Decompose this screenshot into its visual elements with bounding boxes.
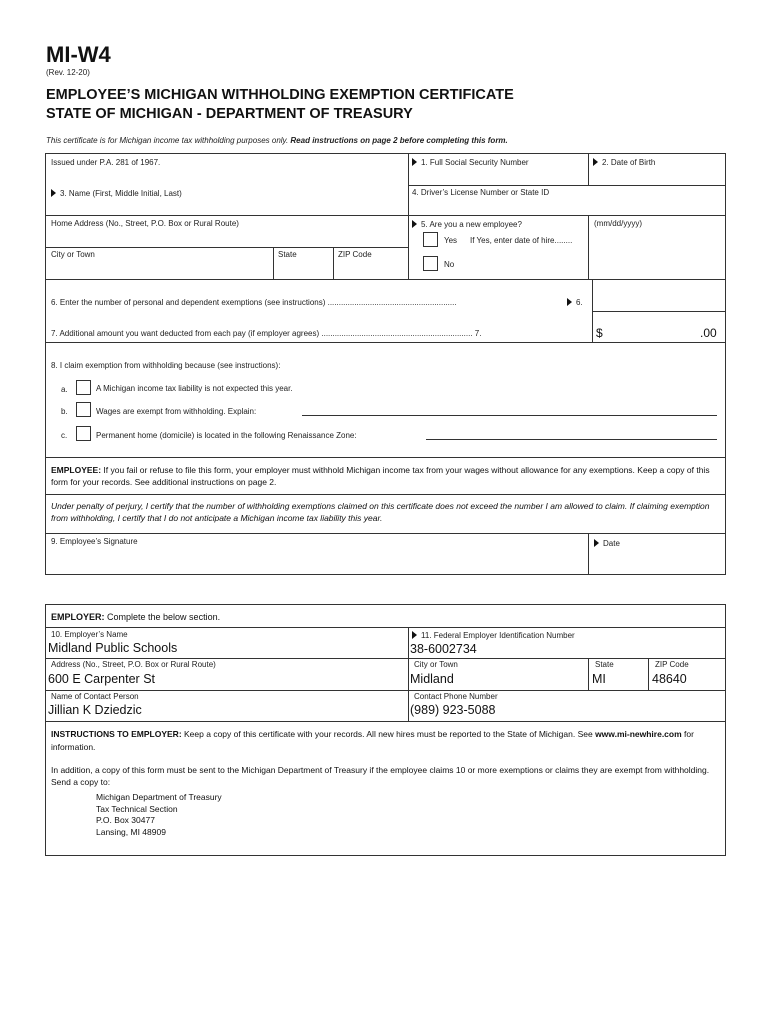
employer-name-label: 10. Employer’s Name	[51, 630, 128, 639]
date-label	[594, 539, 620, 548]
form-note-bold: Read instructions on page 2 before completing this form.	[290, 136, 508, 145]
field-6-number	[567, 298, 583, 307]
employer-zip-label: ZIP Code	[655, 660, 689, 669]
signature-input[interactable]	[48, 549, 584, 571]
name-input[interactable]	[48, 200, 404, 212]
explain-input[interactable]	[302, 404, 717, 416]
perjury-statement: Under penalty of perjury, I certify that the number of withholding exemptions claimed on this certificate does not exceed the number I am allowed to claim. If claiming exemption from withholding, I certify that I do not anticipate a Michigan income tax liability this year.	[51, 501, 710, 523]
city-label: City or Town	[51, 250, 95, 259]
form-title-line1: EMPLOYEE’S MICHIGAN WITHHOLDING EXEMPTION CERTIFICATE	[46, 87, 514, 103]
employer-instructions-text: Keep a copy of this certificate with your records. All new hires must be reported to the State of Michigan. See	[181, 729, 596, 739]
city-input[interactable]	[48, 262, 270, 276]
fein-label-text: 11. Federal Employer Identification Number	[421, 631, 575, 640]
exemption-a-checkbox[interactable]	[76, 380, 91, 395]
field-8c-letter: c.	[61, 431, 68, 440]
yes-label: Yes	[444, 236, 458, 245]
fein-value[interactable]: 38-6002734	[410, 642, 477, 656]
hire-date-input[interactable]	[591, 232, 723, 246]
arrow-icon	[412, 158, 417, 166]
field-5-label	[412, 220, 522, 229]
employee-warning-bold: EMPLOYEE:	[51, 465, 102, 475]
treasury-copy-note: In addition, a copy of this form must be sent to the Michigan Department of Treasury if the employee claims 10 or more exemptions or claims they are exempt from withholding. Send a copy to:	[51, 765, 710, 787]
no-label: No	[444, 260, 455, 269]
renaissance-zone-input[interactable]	[426, 428, 717, 440]
field-8c-text: Permanent home (domicile) is located in the following Renaissance Zone:	[96, 431, 357, 440]
employer-instructions-tail: for information.	[51, 729, 694, 752]
employer-heading	[51, 612, 220, 622]
ssn-input[interactable]	[410, 170, 586, 184]
employer-name-value[interactable]: Midland Public Schools	[48, 641, 178, 655]
treasury-address-line1: Michigan Department of Treasury	[96, 792, 222, 802]
arrow-icon	[594, 539, 599, 547]
cents-label: .00	[700, 326, 717, 340]
date-format-hint: (mm/dd/yyyy)	[594, 219, 642, 228]
state-label: State	[278, 250, 297, 259]
employer-state-label: State	[595, 660, 614, 669]
arrow-icon	[412, 631, 417, 639]
field-4-label: 4. Driver’s License Number or State ID	[412, 188, 550, 197]
field-2-text: 2. Date of Birth	[602, 158, 656, 167]
field-5-text: 5. Are you a new employee?	[421, 220, 522, 229]
field-3-text: 3. Name (First, Middle Initial, Last)	[60, 189, 182, 198]
additional-amount-input[interactable]	[606, 315, 698, 339]
zip-label: ZIP Code	[338, 250, 372, 259]
contact-phone-label: Contact Phone Number	[414, 692, 498, 701]
field-6-label: 6. Enter the number of personal and dependent exemptions (see instructions) ..........................................................	[51, 298, 457, 307]
contact-phone-value[interactable]: (989) 923-5088	[410, 703, 496, 717]
employer-zip-value[interactable]: 48640	[652, 672, 687, 686]
form-note-plain: This certificate is for Michigan income tax withholding purposes only.	[46, 136, 291, 145]
revision: (Rev. 12-20)	[46, 68, 90, 77]
signature-date-input[interactable]	[591, 551, 723, 571]
contact-person-value[interactable]: Jillian K Dziedzic	[48, 703, 142, 717]
field-8b-text: Wages are exempt from withholding. Explain:	[96, 407, 257, 416]
employer-state-value[interactable]: MI	[592, 672, 606, 686]
employee-warning-text: If you fail or refuse to file this form, your employer must withhold Michigan income tax from your wages without allowance for any exemptions. Keep a copy of this form for your records. See additional instructions on page 2.	[51, 465, 710, 487]
employer-heading-bold: EMPLOYER:	[51, 612, 105, 622]
employer-heading-text: Complete the below section.	[104, 612, 221, 622]
field-7-label: 7. Additional amount you want deducted from each pay (if employer agrees) .................................................................... 7.	[51, 329, 482, 338]
hire-date-label: If Yes, enter date of hire........	[470, 236, 573, 245]
fein-label	[412, 631, 575, 640]
date-text: Date	[603, 539, 620, 548]
license-input[interactable]	[410, 199, 722, 212]
employer-instructions-bold: INSTRUCTIONS TO EMPLOYER:	[51, 729, 182, 739]
arrow-icon	[51, 189, 56, 197]
employer-address-value[interactable]: 600 E Carpenter St	[48, 672, 156, 686]
dob-input[interactable]	[591, 170, 723, 184]
signature-label: 9. Employee’s Signature	[51, 537, 138, 546]
issued-under: Issued under P.A. 281 of 1967.	[51, 158, 161, 167]
form-note	[46, 136, 508, 145]
zip-input[interactable]	[336, 262, 406, 276]
field-8a-text: A Michigan income tax liability is not expected this year.	[96, 384, 293, 393]
no-checkbox[interactable]	[423, 256, 438, 271]
form-id: MI-W4	[46, 42, 111, 67]
field-2-label	[593, 158, 655, 167]
field-8b-letter: b.	[61, 407, 68, 416]
home-address-input[interactable]	[48, 230, 404, 244]
arrow-icon	[593, 158, 598, 166]
treasury-mailing-address	[96, 792, 222, 838]
employer-address-label: Address (No., Street, P.O. Box or Rural Route)	[51, 660, 216, 669]
field-8-label: 8. I claim exemption from withholding because (see instructions):	[51, 361, 281, 370]
exemption-c-checkbox[interactable]	[76, 426, 91, 441]
form-title-line2: STATE OF MICHIGAN - DEPARTMENT OF TREASURY	[46, 106, 413, 122]
arrow-icon	[567, 298, 572, 306]
state-input[interactable]	[276, 262, 330, 276]
field-3-label	[51, 189, 182, 198]
field-6-num: 6.	[576, 298, 583, 307]
field-8a-letter: a.	[61, 385, 68, 394]
employer-instructions	[51, 728, 719, 754]
newhire-link[interactable]: www.mi-newhire.com	[595, 729, 682, 739]
arrow-icon	[412, 220, 417, 228]
home-address-label: Home Address (No., Street, P.O. Box or Rural Route)	[51, 219, 239, 228]
employer-city-value[interactable]: Midland	[410, 672, 454, 686]
employee-warning	[51, 464, 719, 488]
contact-person-label: Name of Contact Person	[51, 692, 139, 701]
exemption-b-checkbox[interactable]	[76, 402, 91, 417]
field-1-text: 1. Full Social Security Number	[421, 158, 529, 167]
yes-checkbox[interactable]	[423, 232, 438, 247]
treasury-address-line4: Lansing, MI 48909	[96, 826, 166, 837]
dollar-sign: $	[596, 326, 603, 340]
employer-city-label: City or Town	[414, 660, 458, 669]
field-1-label	[412, 158, 529, 167]
treasury-address-line3: P.O. Box 30477	[96, 815, 155, 825]
exemptions-input[interactable]	[595, 284, 723, 308]
treasury-address-line2: Tax Technical Section	[96, 803, 178, 814]
